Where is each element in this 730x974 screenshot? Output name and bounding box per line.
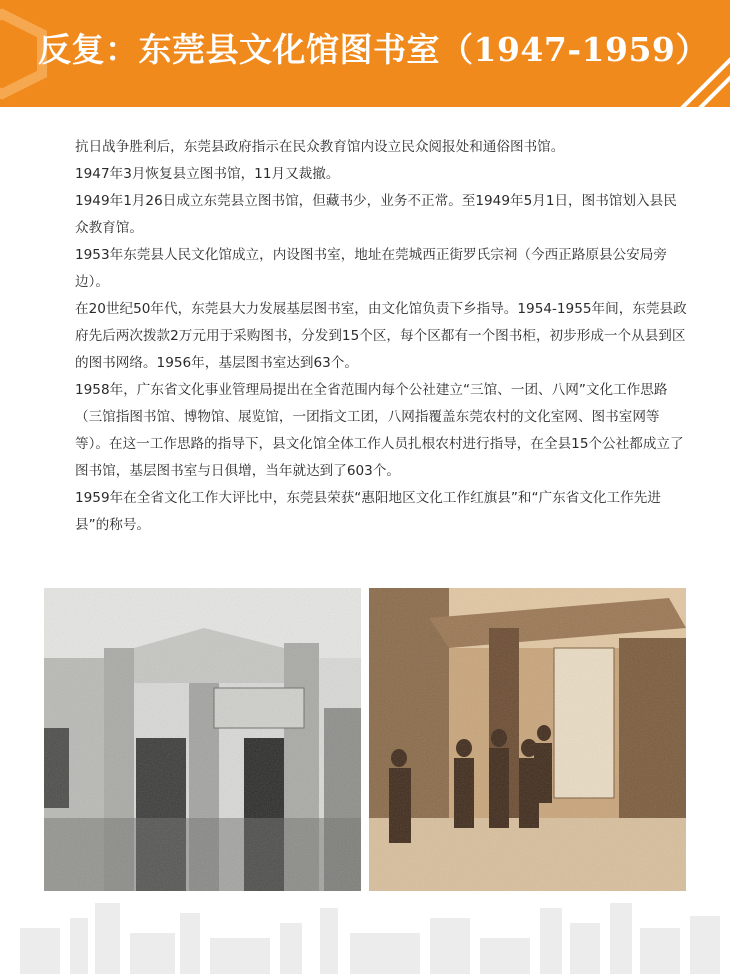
people-photo-icon xyxy=(369,588,686,891)
paragraph: 1953年东莞县人民文化馆成立，内设图书室，地址在莞城西正街罗氏宗祠（今西正路原县公安局旁边）。 xyxy=(75,247,667,290)
photo-village-cultural-room xyxy=(369,588,686,891)
city-skyline-decoration-icon xyxy=(0,888,730,974)
building-photo-icon xyxy=(44,588,361,891)
paragraph: 1958年，广东省文化事业管理局提出在全省范围内每个公社建立“三馆、一团、八网”文化工作思路（三馆指图书馆、博物馆、展览馆，一团指文工团，八网指覆盖东莞农村的文化室网、图书室网等等）。在这一工作思路的指导下，县文化馆全体工作人员扎根农村进行指导，在全县15个公社都成立了图书馆，基层图书室与日俱增，当年就达到了603个。 xyxy=(75,382,684,479)
article-body xyxy=(76,134,688,539)
paragraph: 1949年1月26日成立东莞县立图书馆，但藏书少，业务不正常。至1949年5月1日，图书馆划入县民众教育馆。 xyxy=(75,193,677,236)
paragraph: 1947年3月恢复县立图书馆，11月又裁撤。 xyxy=(75,166,340,182)
page-header xyxy=(0,0,730,107)
page-title: 反复：东莞县文化馆图书室（1947-1959） xyxy=(38,30,709,69)
photo-education-hall xyxy=(44,588,361,891)
stripes-decoration-icon xyxy=(640,0,730,107)
paragraph: 1959年在全省文化工作大评比中，东莞县荣获“惠阳地区文化工作红旗县”和“广东省文化工作先进县”的称号。 xyxy=(75,490,661,533)
paragraph: 抗日战争胜利后，东莞县政府指示在民众教育馆内设立民众阅报处和通俗图书馆。 xyxy=(75,139,565,155)
paragraph: 在20世纪50年代，东莞县大力发展基层图书室，由文化馆负责下乡指导。1954-1955年间，东莞县政府先后两次拨款2万元用于采购图书，分发到15个区，每个区都有一个图书柜，初步形成一个从县到区的图书网络。1956年，基层图书室达到63个。 xyxy=(75,301,687,371)
